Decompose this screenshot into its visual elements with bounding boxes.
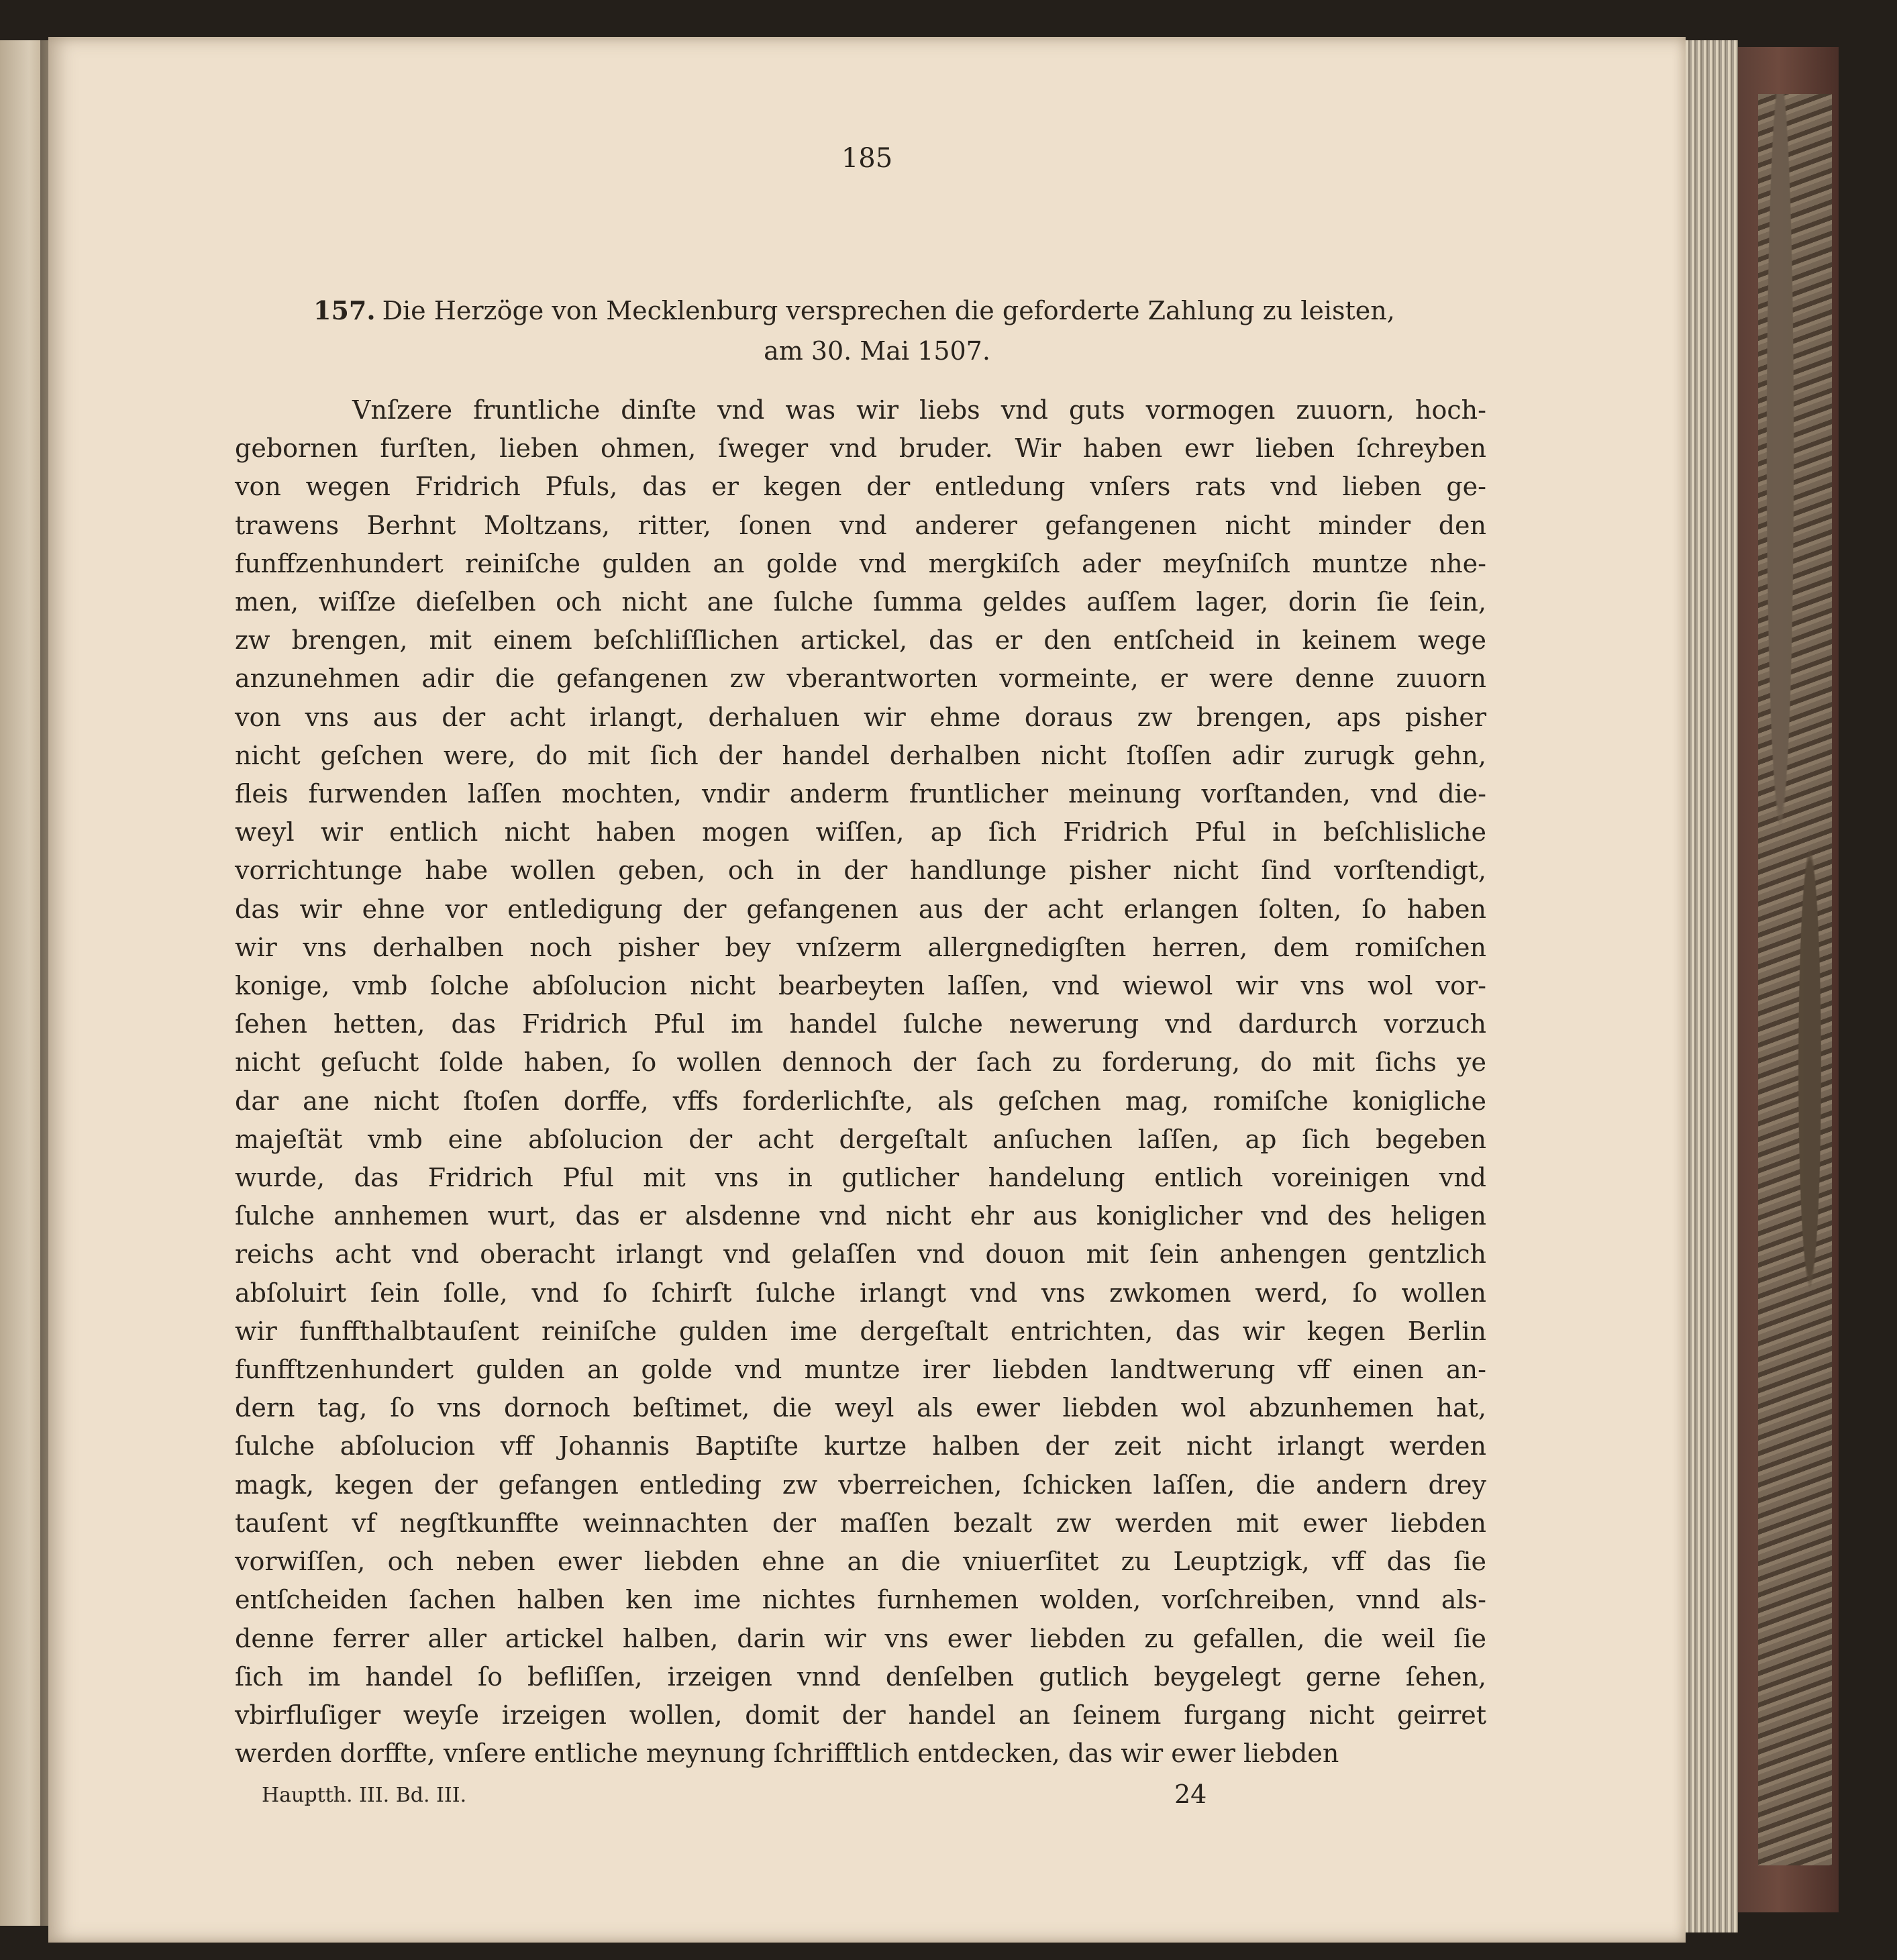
text-line: entſcheiden ſachen halben ken ime nichtes furnhemen wolden, vorſchreiben, vnnd als- — [235, 1585, 1486, 1615]
document-heading — [313, 291, 1441, 371]
text-line: nicht geſchen were, do mit ſich der handel derhalben nicht ſtoſſen adir zurugk gehn, — [235, 740, 1486, 770]
text-line: wurde, das Fridrich Pful mit vns in gutlicher handelung entlich voreinigen vnd — [235, 1163, 1486, 1193]
text-line: ſulche annhemen wurt, das er alsdenne vnd nicht ehr aus koniglicher vnd des heligen — [235, 1201, 1486, 1231]
text-line: trawens Berhnt Moltzans, ritter, ſonen vnd anderer gefangenen nicht minder den — [235, 510, 1486, 540]
document-number: 157. — [313, 295, 376, 325]
text-line: nicht geſucht ſolde haben, ſo wollen dennoch der ſach zu forderung, do mit ſichs ye — [235, 1047, 1486, 1078]
text-line: abſoluirt ſein ſolle, vnd ſo ſchirſt ſulche irlangt vnd vns zwkomen werd, ſo wollen — [235, 1278, 1486, 1308]
heading-line-2: am 30. Mai 1507. — [764, 336, 990, 366]
page-number: 185 — [841, 143, 893, 174]
text-line: majeſtät vmb eine abſolucion der acht dergeſtalt anſuchen laſſen, ap ſich begeben — [235, 1124, 1486, 1154]
text-line: men, wiſſze dieſelben och nicht ane ſulche ſumma geldes auſſem lager, dorin ſie ſein, — [235, 587, 1486, 617]
signature-mark: Hauptth. III. Bd. III. — [262, 1784, 467, 1807]
book-page — [48, 37, 1686, 1943]
signature-number: 24 — [1174, 1780, 1207, 1809]
text-line: fleis furwenden laſſen mochten, vndir anderm fruntlicher meinung vorſtanden, vnd die- — [235, 779, 1486, 809]
text-line: magk, kegen der gefangen entleding zw vberreichen, ſchicken laſſen, die andern drey — [235, 1469, 1486, 1500]
page-edges — [1678, 40, 1738, 1932]
text-line: wir vns derhalben noch pisher bey vnſzerm allergnedigſten herren, dem romiſchen — [235, 932, 1486, 962]
document-body — [235, 391, 1486, 1773]
marbled-endpaper — [1758, 94, 1832, 1865]
text-line: konige, vmb ſolche abſolucion nicht bearbeyten laſſen, vnd wiewol wir vns wol vor- — [235, 971, 1486, 1001]
text-line: ſehen hetten, das Fridrich Pful im handel ſulche newerung vnd dardurch vorzuch — [235, 1009, 1486, 1039]
text-line: das wir ehne vor entledigung der gefangenen aus der acht erlangen ſolten, ſo haben — [235, 894, 1486, 924]
text-line: werden dorffte, vnſere entliche meynung ſchrifftlich entdecken, das wir ewer liebden — [235, 1739, 1339, 1769]
text-line: ſulche abſolucion vff Johannis Baptiſte kurtze halben der zeit nicht irlangt werden — [235, 1431, 1486, 1461]
text-line: vbirfluſiger weyſe irzeigen wollen, domit der handel an ſeinem furgang nicht geirret — [235, 1700, 1486, 1730]
text-line: vorrichtunge habe wollen geben, och in der handlunge pisher nicht ſind vorſtendigt, — [235, 856, 1486, 886]
text-line: denne ferrer aller artickel halben, darin wir vns ewer liebden zu gefallen, die weil ſie — [235, 1623, 1486, 1653]
heading-line-1: Die Herzöge von Mecklenburg versprechen die geforderte Zahlung zu leisten, — [382, 296, 1395, 325]
text-line: funfftzenhundert gulden an golde vnd muntze irer liebden landtwerung vff einen an- — [235, 1355, 1486, 1385]
text-line: weyl wir entlich nicht haben mogen wiſſen, ap ſich Fridrich Pful in beſchlisliche — [235, 817, 1486, 847]
text-line: funffzenhundert reiniſche gulden an golde vnd mergkiſch ader meyſniſch muntze nhe- — [235, 548, 1486, 578]
text-line: von wegen Fridrich Pfuls, das er kegen der entledung vnſers rats vnd lieben ge- — [235, 472, 1486, 502]
text-line: vorwiſſen, och neben ewer liebden ehne an die vniuerſitet zu Leuptzigk, vff das ſie — [235, 1547, 1486, 1577]
text-line: ſich im handel ſo befliſſen, irzeigen vnnd denſelben gutlich beygelegt gerne ſehen, — [235, 1661, 1486, 1692]
text-line: dar ane nicht ſtoſen dorffe, vffs forderlichſte, als geſchen mag, romiſche konigliche — [235, 1086, 1486, 1116]
text-line: von vns aus der acht irlangt, derhaluen wir ehme doraus zw brengen, aps pisher — [235, 702, 1486, 732]
text-line: dern tag, ſo vns dornoch beſtimet, die weyl als ewer liebden wol abzunhemen hat, — [235, 1393, 1486, 1423]
text-line: gebornen furſten, lieben ohmen, ſweger vnd bruder. Wir haben ewr lieben ſchreyben — [235, 433, 1486, 464]
text-line: reichs acht vnd oberacht irlangt vnd gelaſſen vnd douon mit ſein anhengen gentzlich — [235, 1239, 1486, 1270]
text-line: wir funffthalbtauſent reiniſche gulden ime dergeſtalt entrichten, das wir kegen Berlin — [235, 1316, 1486, 1346]
text-line: Vnſzere fruntliche dinſte vnd was wir liebs vnd guts vormogen zuuorn, hoch- — [352, 395, 1486, 425]
text-line: zw brengen, mit einem beſchliſſlichen artickel, das er den entſcheid in keinem wege — [235, 625, 1486, 656]
text-line: anzunehmen adir die gefangenen zw vberantworten vormeinte, er were denne zuuorn — [235, 664, 1486, 694]
text-line: tauſent vf negſtkunffte weinnachten der maſſen bezalt zw werden mit ewer liebden — [235, 1508, 1486, 1538]
